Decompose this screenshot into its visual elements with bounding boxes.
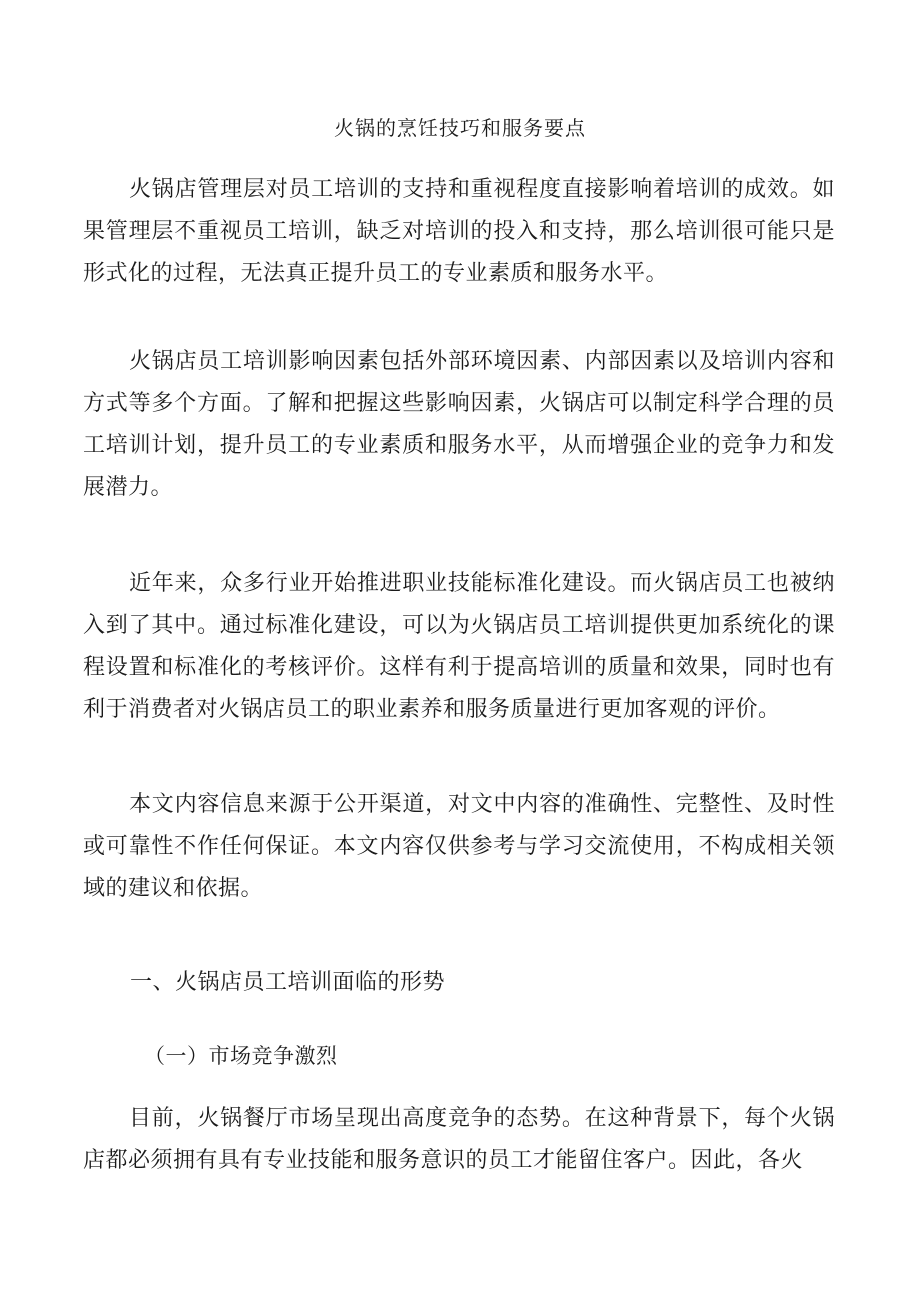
paragraph-influencing-factors: 火锅店员工培训影响因素包括外部环境因素、内部因素以及培训内容和方式等多个方面。了解和把握这些影响因素，火锅店可以制定科学合理的员工培训计划，提升员工的专业素质和服务水平，从而增强企业的竞争力和发展潜力。: [83, 349, 835, 500]
subsection-heading: （一）市场竞争激烈: [144, 1044, 338, 1068]
paragraph-standardization: 近年来，众多行业开始推进职业技能标准化建设。而火锅店员工也被纳入到了其中。通过标准化建设，可以为火锅店员工培训提供更加系统化的课程设置和标准化的考核评价。这样有利于提高培训的质量和效果，同时也有利于消费者对火锅店员工的职业素养和服务质量进行更加客观的评价。: [83, 571, 835, 722]
paragraph-management-support: 火锅店管理层对员工培训的支持和重视程度直接影响着培训的成效。如果管理层不重视员工培训，缺乏对培训的投入和支持，那么培训很可能只是形式化的过程，无法真正提升员工的专业素质和服务水平。: [83, 177, 835, 286]
document-title: 火锅的烹饪技巧和服务要点: [334, 116, 586, 140]
paragraph-market-competition: 目前，火锅餐厅市场呈现出高度竞争的态势。在这种背景下，每个火锅店都必须拥有具有专业技能和服务意识的员工才能留住客户。因此，各火: [83, 1106, 835, 1173]
section-heading: 一、火锅店员工培训面临的形势: [130, 970, 446, 995]
paragraph-disclaimer: 本文内容信息来源于公开渠道，对文中内容的准确性、完整性、及时性或可靠性不作任何保证。本文内容仅供参考与学习交流使用，不构成相关领域的建议和依据。: [83, 792, 835, 901]
